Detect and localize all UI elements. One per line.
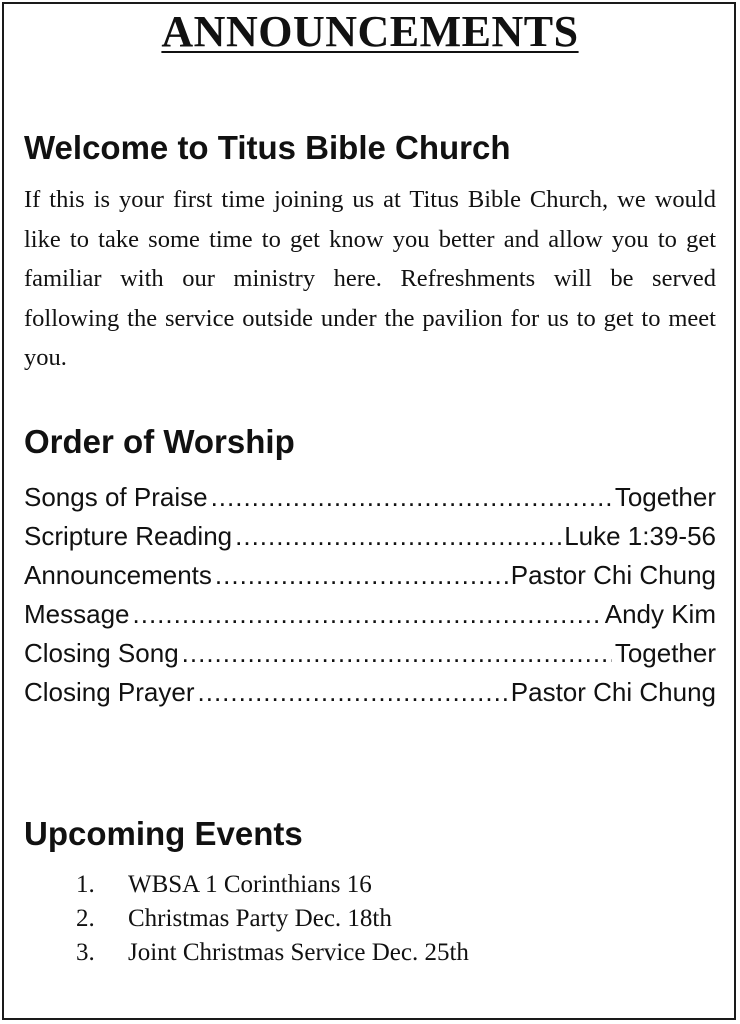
event-text: Christmas Party Dec. 18th	[128, 905, 392, 932]
event-number: 2.	[76, 905, 95, 932]
event-text: WBSA 1 Corinthians 16	[128, 871, 372, 898]
order-row	[24, 517, 716, 556]
order-item-leader: Luke 1:39-56	[564, 521, 716, 551]
order-item-leader: Together	[614, 482, 716, 512]
order-row	[24, 595, 716, 634]
order-item-leader: Andy Kim	[604, 599, 716, 629]
order-item-leader: Pastor Chi Chung	[510, 560, 716, 590]
order-row	[24, 556, 716, 595]
event-number: 3.	[76, 939, 95, 966]
order-of-worship-heading: Order of Worship	[24, 423, 295, 460]
order-item-label: Scripture Reading	[24, 521, 233, 551]
event-text: Joint Christmas Service Dec. 25th	[128, 939, 469, 966]
order-item-label: Closing Prayer	[24, 677, 195, 707]
welcome-paragraph: If this is your first time joining us at Titus Bible Church, we would like to take some time to get know you better and allow you to get familiar with our ministry here. Refreshments will be served following the service outside under the pavilion for us to get to meet you.	[24, 186, 716, 371]
upcoming-events-list	[76, 868, 469, 970]
event-number: 1.	[76, 871, 95, 898]
order-item-label: Announcements	[24, 560, 212, 590]
order-item-leader: Pastor Chi Chung	[510, 677, 716, 707]
order-row	[24, 634, 716, 673]
welcome-heading: Welcome to Titus Bible Church	[24, 129, 511, 166]
order-item-leader: Together	[614, 638, 716, 668]
dot-leader	[198, 673, 508, 712]
dot-leader	[215, 556, 508, 595]
order-item-label: Songs of Praise	[24, 482, 208, 512]
order-item-label: Closing Song	[24, 638, 179, 668]
upcoming-events-heading: Upcoming Events	[24, 815, 303, 852]
dot-leader	[235, 517, 561, 556]
event-item	[76, 936, 469, 970]
order-item-label: Message	[24, 599, 130, 629]
page-title-text: ANNOUNCEMENTS	[161, 7, 579, 56]
dot-leader	[211, 478, 612, 517]
event-item	[76, 868, 469, 902]
event-item	[76, 902, 469, 936]
order-of-worship-list	[24, 478, 716, 712]
page-title	[0, 8, 740, 56]
order-row	[24, 673, 716, 712]
order-row	[24, 478, 716, 517]
dot-leader	[133, 595, 602, 634]
dot-leader	[182, 634, 612, 673]
